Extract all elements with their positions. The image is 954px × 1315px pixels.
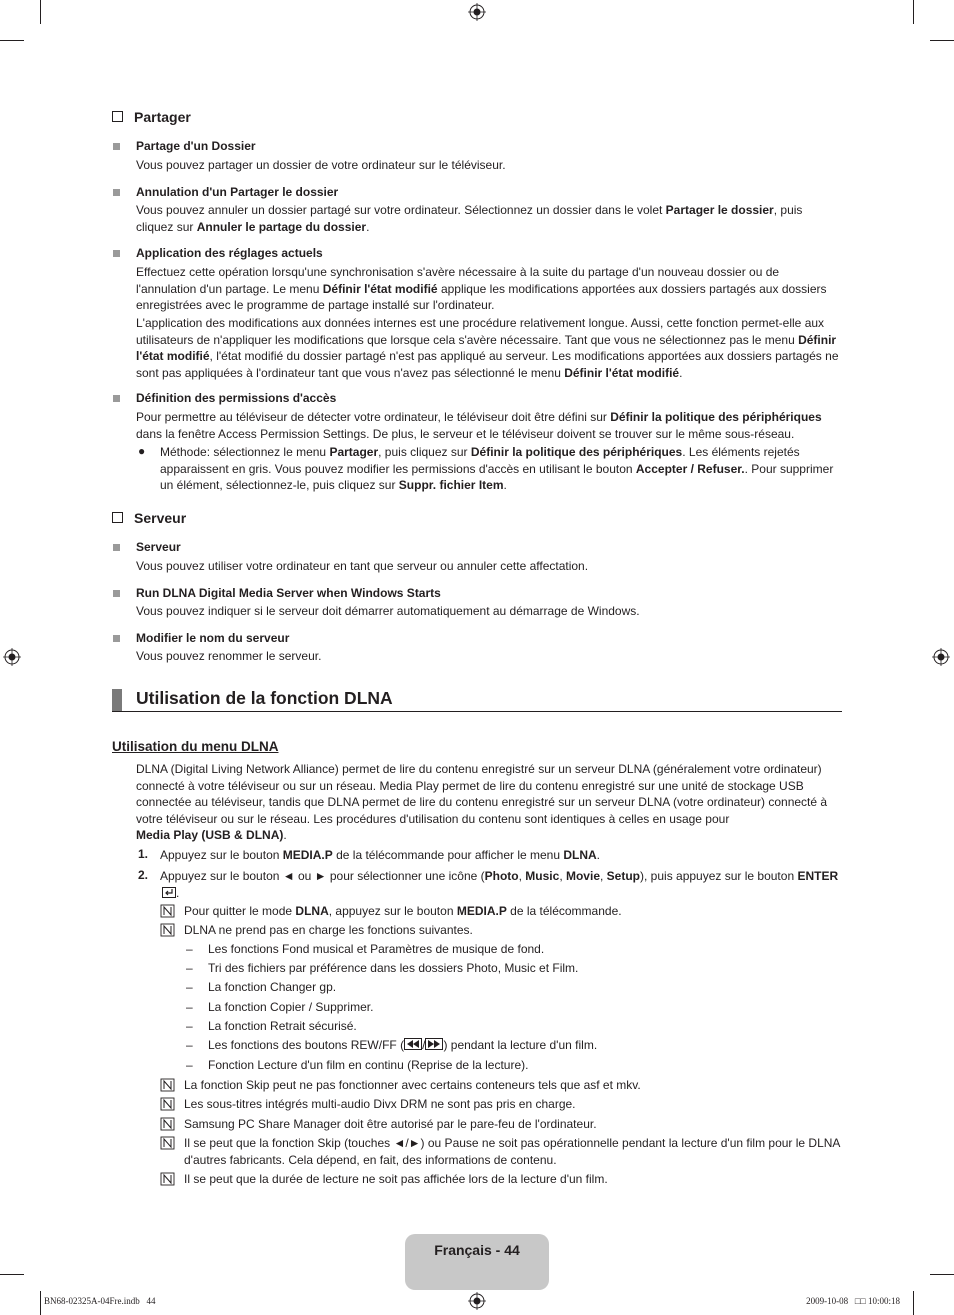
dash-bullet: – — [186, 1000, 193, 1014]
note-text: Les sous-titres intégrés multi-audio Divx DRM ne sont pas pris en charge. — [184, 1097, 576, 1111]
item-body: Vous pouvez indiquer si le serveur doit démarrer automatiquement au démarrage de Windows. — [136, 604, 640, 618]
dash-bullet: – — [186, 961, 193, 975]
note-text: La fonction Skip peut ne pas fonctionner avec certains conteneurs tels que asf et mkv. — [184, 1078, 641, 1092]
square-bullet-icon — [113, 395, 120, 402]
enter-icon — [162, 887, 176, 898]
crop-mark — [930, 1274, 954, 1275]
dash-item: Fonction Lecture d'un film en continu (Reprise de la lecture). — [208, 1058, 529, 1072]
note-text: Pour quitter le mode DLNA, appuyez sur le bouton MEDIA.P de la télécommande. — [184, 904, 622, 918]
item-body: Pour permettre au téléviseur de détecter votre ordinateur, le téléviseur doit être défini sur Définir la politique des périphériques dans la fenêtre Access Permission Settings. De plus, le serveur et le téléviseur doivent se trouver sur le même sous-réseau. — [136, 410, 822, 441]
square-bullet-icon — [113, 143, 120, 150]
dash-bullet: – — [186, 1038, 193, 1052]
step-text: Appuyez sur le bouton MEDIA.P de la télécommande pour afficher le menu DLNA. — [160, 848, 601, 862]
item-title: Run DLNA Digital Media Server when Windows Starts — [136, 586, 441, 600]
dash-bullet: – — [186, 1058, 193, 1072]
section-heading-partager: Partager — [112, 109, 191, 125]
registration-mark-icon — [932, 648, 950, 666]
item-title: Application des réglages actuels — [136, 246, 323, 260]
section-heading-serveur: Serveur — [112, 510, 186, 526]
item-title: Partage d'un Dossier — [136, 139, 256, 153]
file-info: BN68-02325A-04Fre.indb 44 — [44, 1296, 156, 1306]
item-title: Modifier le nom du serveur — [136, 631, 290, 645]
checkbox-icon — [112, 512, 123, 523]
divider — [112, 711, 842, 712]
note-icon — [160, 1097, 176, 1111]
note-icon — [160, 923, 176, 937]
note-icon — [160, 1172, 176, 1186]
dash-item: Les fonctions Fond musical et Paramètres de musique de fond. — [208, 942, 545, 956]
item-body: Vous pouvez renommer le serveur. — [136, 649, 322, 663]
crop-mark — [40, 0, 41, 24]
dash-item: Tri des fichiers par préférence dans les dossiers Photo, Music et Film. — [208, 961, 579, 975]
note-text: Il se peut que la fonction Skip (touches ◄/►) ou Pause ne soit pas opérationnelle pendant la lecture d'un film pour le DLNA d'autres fabricants. Cela dépend, en fait, des informations de contenu. — [184, 1136, 840, 1167]
crop-mark — [913, 0, 914, 24]
registration-mark-icon — [468, 3, 486, 21]
intro-paragraph: DLNA (Digital Living Network Alliance) permet de lire du contenu enregistré sur un serveur DLNA (généralement votre ordinateur) connecté à votre téléviseur ou sur un réseau. Media Play permet de lire du contenu enregistré sur une unité de stockage USB connectée au téléviseur, tandis que DLNA permet de lire du contenu enregistré sur un serveur DLNA (votre ordinateur) connecté à votre téléviseur ou sur le réseau. Les procédures d'utilisation du contenu sont identiques à celles en usage pour Media Play (USB & DLNA). — [136, 762, 828, 842]
note-text: DLNA ne prend pas en charge les fonctions suivantes. — [184, 923, 473, 937]
item-body: Vous pouvez annuler un dossier partagé sur votre ordinateur. Sélectionnez un dossier dans le volet Partager le dossier, puis cliquez sur Annuler le partage du dossier. — [136, 203, 803, 234]
checkbox-icon — [112, 111, 123, 122]
item-title: Annulation d'un Partager le dossier — [136, 185, 339, 199]
dash-bullet: – — [186, 942, 193, 956]
dash-item: La fonction Changer gp. — [208, 980, 337, 994]
registration-mark-icon — [3, 648, 21, 666]
step-text: Appuyez sur le bouton ◄ ou ► pour sélectionner une icône (Photo, Music, Movie, Setup), puis appuyez sur le bouton ENTER. — [160, 869, 839, 900]
crop-mark — [913, 1291, 914, 1315]
dash-item: La fonction Retrait sécurisé. — [208, 1019, 357, 1033]
note-icon — [160, 1078, 176, 1092]
square-bullet-icon — [113, 544, 120, 551]
step-number: 1. — [138, 847, 149, 861]
section-title: Utilisation de la fonction DLNA — [136, 688, 393, 708]
note-icon — [160, 1117, 176, 1131]
dash-bullet: – — [186, 980, 193, 994]
square-bullet-icon — [113, 590, 120, 597]
note-icon — [160, 1136, 176, 1150]
method-text: Méthode: sélectionnez le menu Partager, puis cliquez sur Définir la politique des périphériques. Les éléments rejetés apparaissent en gris. Vous pouvez modifier les permissions d'accès en utilisant le bouton Accepter / Refuser.. Pour supprimer un élément, sélectionnez-le, puis cliquez sur Suppr. fichier Item. — [160, 445, 834, 492]
dash-item: Les fonctions des boutons REW/FF ( / ) pendant la lecture d'un film. — [208, 1038, 598, 1052]
dash-item: La fonction Copier / Supprimer. — [208, 1000, 374, 1014]
square-bullet-icon — [113, 635, 120, 642]
step-number: 2. — [138, 868, 149, 882]
fast-forward-icon — [425, 1038, 443, 1050]
round-bullet-icon: ● — [138, 444, 146, 458]
dash-bullet: – — [186, 1019, 193, 1033]
item-body: Vous pouvez utiliser votre ordinateur en tant que serveur ou annuler cette affectation. — [136, 559, 589, 573]
note-text: Samsung PC Share Manager doit être autorisé par le pare-feu de l'ordinateur. — [184, 1117, 597, 1131]
square-bullet-icon — [113, 250, 120, 257]
section-marker-icon — [112, 689, 122, 711]
item-body: Effectuez cette opération lorsqu'une synchronisation s'avère nécessaire à la suite du partage d'un nouveau dossier ou de l'annulation d'un partage. Le menu Définir l'état modifié applique les modifications apportées aux dossiers partagés aux dossiers enregistrées avec le programme de partage installé sur l'ordinateur. — [136, 265, 827, 312]
subsection-title: Utilisation du menu DLNA — [112, 739, 279, 754]
crop-mark — [40, 1291, 41, 1315]
item-title: Définition des permissions d'accès — [136, 391, 337, 405]
crop-mark — [0, 1274, 24, 1275]
item-body: Vous pouvez partager un dossier de votre ordinateur sur le téléviseur. — [136, 158, 506, 172]
note-text: Il se peut que la durée de lecture ne soit pas affichée lors de la lecture d'un film. — [184, 1172, 608, 1186]
crop-mark — [0, 40, 24, 41]
item-title: Serveur — [136, 540, 181, 554]
timestamp: 2009-10-08 □□ 10:00:18 — [806, 1296, 900, 1306]
registration-mark-icon — [468, 1292, 486, 1310]
note-icon — [160, 904, 176, 918]
crop-mark — [930, 40, 954, 41]
square-bullet-icon — [113, 189, 120, 196]
rewind-icon — [404, 1038, 422, 1050]
item-body: L'application des modifications aux données internes est une procédure relativement longue. Aussi, cette fonction permet-elle aux utilisateurs de n'appliquer les modifications que lorsque cela s'avère nécessaire. Tant que vous ne sélectionnez pas le menu Définir l'état modifié, l'état modifié du dossier partagé n'est pas appliqué au serveur. Les modifications apportées aux dossiers partagés ne sont pas appliquées à l'ordinateur tant que vous n'avez pas sélectionné le menu Définir l'état modifié. — [136, 316, 839, 380]
page-number: Français - 44 — [434, 1242, 520, 1258]
